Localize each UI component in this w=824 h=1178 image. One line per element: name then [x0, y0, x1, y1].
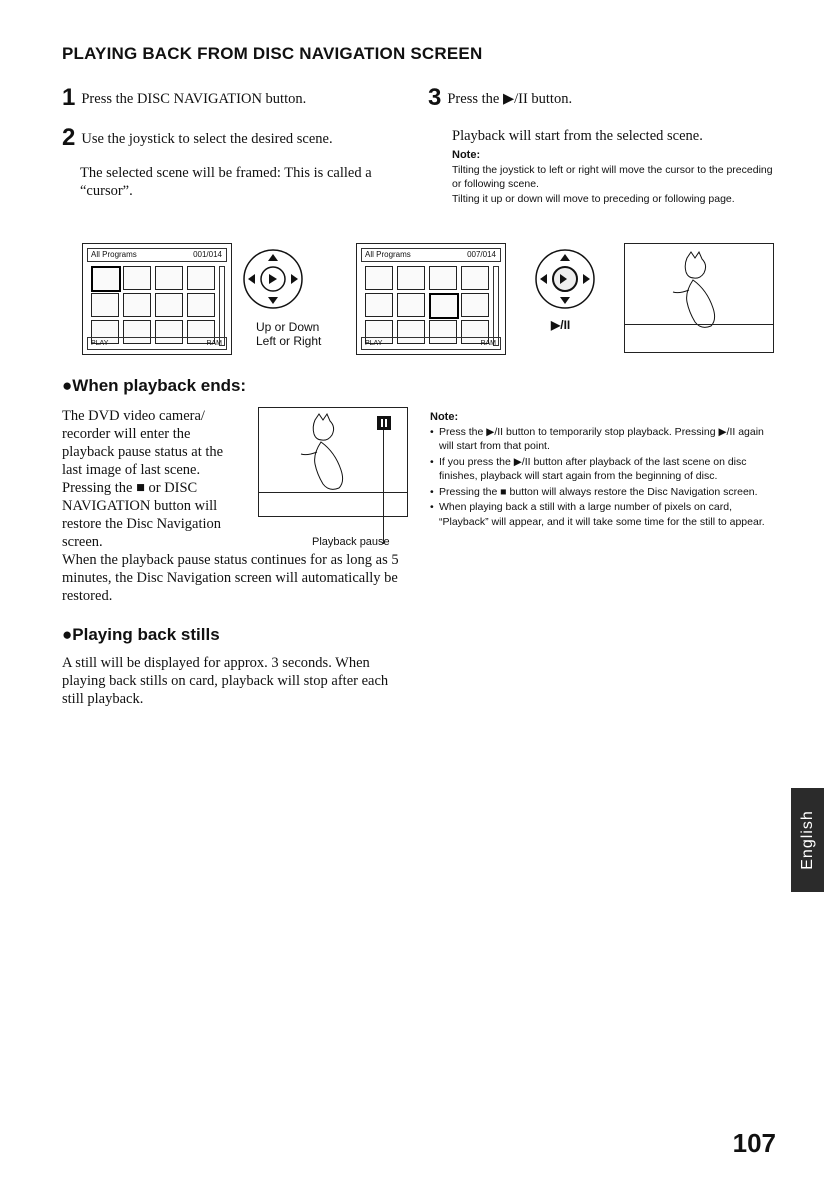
scene-thumbnail-selected	[429, 293, 459, 319]
note-line: Tilting it up or down will move to preceding or following page.	[452, 192, 735, 205]
divider	[625, 324, 773, 325]
callout-line	[383, 430, 384, 544]
screen-header	[87, 248, 227, 262]
section-heading-playback-ends: ●When playback ends:	[62, 376, 247, 395]
step-2-body: The selected scene will be framed: This is called a “cursor”.	[80, 165, 372, 199]
text-line: last image of last scene.	[62, 462, 201, 478]
playback-pause-label: Playback pause	[312, 536, 390, 548]
section-heading-playing-stills: ●Playing back stills	[62, 625, 220, 644]
language-tab-label: English	[798, 810, 816, 870]
scene-thumbnail	[397, 293, 425, 317]
step-text: Use the joystick to select the desired scene.	[81, 131, 333, 147]
screen-title: All Programs	[365, 250, 411, 259]
note-heading: Note:	[430, 411, 459, 423]
scene-thumbnail-selected	[91, 266, 121, 292]
divider	[259, 492, 407, 493]
screen-counter: 007/014	[467, 250, 496, 259]
disc-navigation-screen-1	[82, 243, 232, 355]
page-title: PLAYING BACK FROM DISC NAVIGATION SCREEN	[62, 44, 483, 63]
text-line: Pressing the ■ or DISC	[62, 480, 198, 496]
language-tab	[791, 788, 824, 892]
note-2	[430, 410, 780, 530]
playback-ends-text	[62, 407, 258, 551]
cat-illustration-icon	[297, 412, 357, 492]
scene-thumbnail	[461, 293, 489, 317]
scene-thumbnail	[91, 293, 119, 317]
scene-thumbnail	[397, 266, 425, 290]
disc-navigation-screen-2	[356, 243, 506, 355]
scrollbar	[219, 266, 225, 346]
step-3	[428, 84, 572, 112]
scene-thumbnail	[155, 266, 183, 290]
screen-title: All Programs	[91, 250, 137, 259]
text-line: restore the Disc Navigation	[62, 516, 222, 532]
scene-thumbnail	[155, 293, 183, 317]
scene-thumbnail	[187, 293, 215, 317]
label-left-right: Left or Right	[256, 334, 322, 348]
joystick-press-icon	[534, 248, 596, 310]
step-text: Press the DISC NAVIGATION button.	[81, 91, 307, 107]
note-item: • Pressing the ■ button will always restore the Disc Navigation screen.	[430, 485, 780, 500]
footer-media: RAM	[480, 340, 496, 347]
note-1	[452, 148, 782, 206]
step-3-body: Playback will start from the selected scene.	[452, 128, 703, 144]
scrollbar	[493, 266, 499, 346]
note-item: • When playing back a still with a large number of pixels on card, “Playback” will appear, and it will take some time for the still to appear.	[430, 500, 780, 529]
note-line: Tilting the joystick to left or right will move the cursor to the preceding or following scene.	[452, 163, 773, 190]
step-number: 2	[62, 124, 76, 151]
note-list	[430, 425, 780, 530]
text-line: NAVIGATION button will	[62, 498, 218, 514]
scene-thumbnail	[123, 293, 151, 317]
joystick-icon	[242, 248, 304, 310]
cat-illustration-icon	[669, 250, 729, 330]
playing-stills-text: A still will be displayed for approx. 3 seconds. When playing back stills on card, playback will stop after each still playback.	[62, 655, 389, 707]
scene-thumbnail	[123, 266, 151, 290]
label-up-down: Up or Down	[256, 320, 320, 334]
text-line: recorder will enter the	[62, 426, 191, 442]
joystick-direction-label	[256, 320, 321, 348]
text-line: playback pause status at the	[62, 444, 224, 460]
step-2	[62, 124, 333, 152]
play-pause-label: ▶/II	[551, 318, 571, 332]
playback-screen	[624, 243, 774, 353]
screen-footer	[361, 337, 501, 350]
playback-pause-screen	[258, 407, 408, 517]
step-text: Press the ▶/II button.	[447, 91, 573, 107]
scene-thumbnail	[187, 266, 215, 290]
note-heading: Note:	[452, 149, 481, 161]
screen-footer	[87, 337, 227, 350]
footer-mode: PLAY	[91, 340, 109, 347]
step-1	[62, 84, 306, 112]
screen-counter: 001/014	[193, 250, 222, 259]
footer-media: RAM	[206, 340, 222, 347]
playback-ends-text-2: When the playback pause status continues for as long as 5 minutes, the Disc Navigation screen will automatically be restored.	[62, 552, 399, 604]
note-item: • If you press the ▶/II button after playback of the last scene on disc finishes, playback will start again from the beginning of disc.	[430, 455, 780, 484]
scene-thumbnail	[365, 293, 393, 317]
screen-header	[361, 248, 501, 262]
text-line: screen.	[62, 534, 103, 550]
scene-thumbnail	[429, 266, 457, 290]
step-number: 1	[62, 84, 76, 111]
text-line: The DVD video camera/	[62, 408, 205, 424]
footer-mode: PLAY	[365, 340, 383, 347]
scene-thumbnail	[365, 266, 393, 290]
note-item: • Press the ▶/II button to temporarily stop playback. Pressing ▶/II again will start from that point.	[430, 425, 780, 454]
page-number: 107	[732, 1128, 776, 1158]
pause-indicator-icon	[377, 416, 391, 430]
scene-thumbnail	[461, 266, 489, 290]
step-number: 3	[428, 84, 442, 111]
